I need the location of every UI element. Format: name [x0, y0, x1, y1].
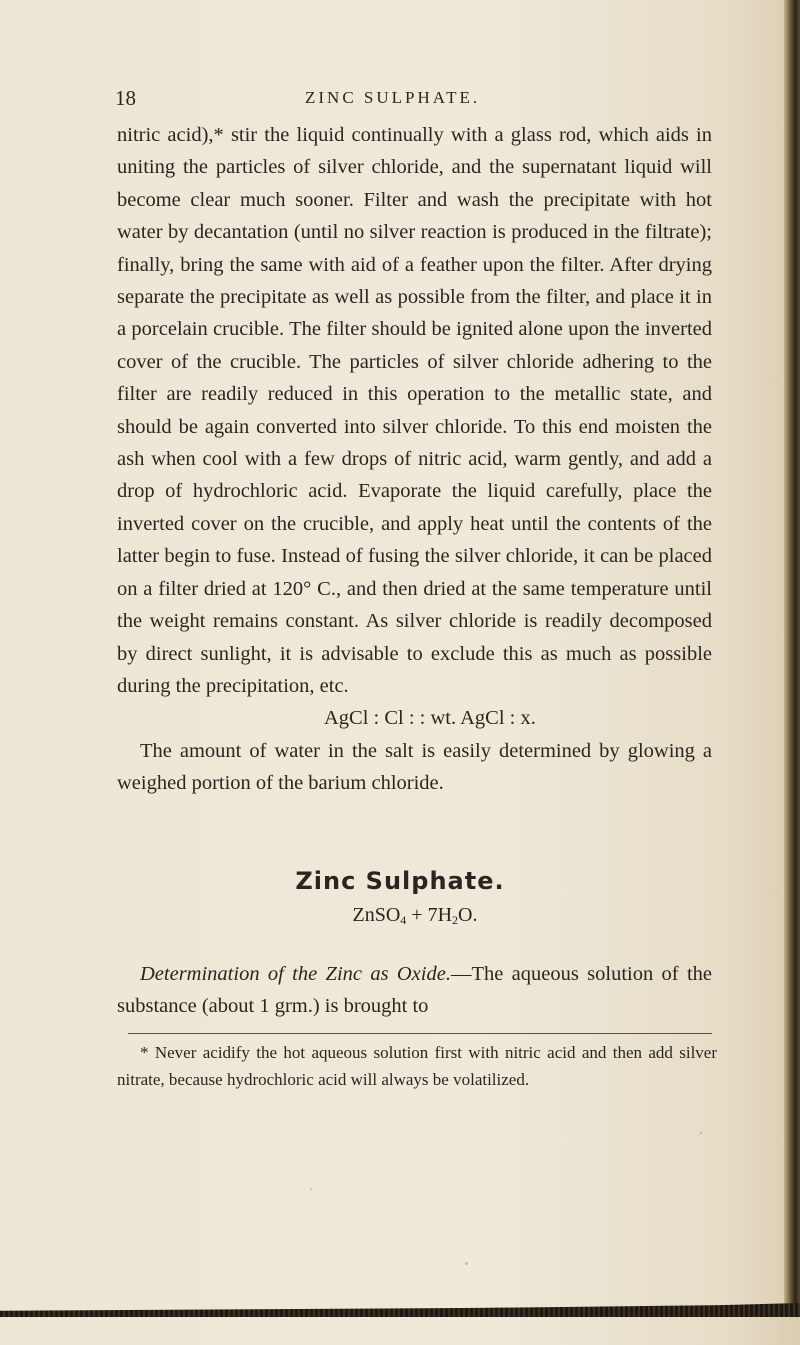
main-text	[117, 119, 712, 800]
running-head: ZINC SULPHATE.	[305, 88, 481, 107]
formula-part: ZnSO	[352, 904, 401, 926]
formula-subscript: 2	[452, 913, 459, 927]
em-dash: —	[450, 963, 472, 985]
formula-subscript: 4	[400, 913, 407, 927]
paragraph-continued: nitric acid),* stir the liquid continually with a glass rod, which aids in uniting the particles of silver chloride, and the supernatant liquid will become clear much sooner. Filter and wash the precipitate with hot water by decantation (until no silver reaction is produced in the filtrate); finally, bring the same with aid of a feather upon the filter. After drying separate the precipitate as well as possible from the filter, and place it in a porcelain crucible. The filter should be ignited alone upon the inverted cover of the crucible. The particles of silver chloride adhering to the filter are readily reduced in this operation to the metallic state, and should be again converted into silver chloride. To this end moisten the ash when cool with a few drops of nitric acid, warm gently, and add a drop of hydrochloric acid. Evaporate the liquid carefully, place the inverted cover on the crucible, and apply heat until the contents of the latter begin to fuse. Instead of fusing the silver chloride, it can be placed on a filter dried at 120° C., and then dried at the same temperature until the weight remains constant. As silver chloride is readily decomposed by direct sunlight, it is advisable to exclude this as much as possible during the precipitation, etc.	[117, 124, 712, 697]
chemical-formula	[0, 904, 800, 928]
footnote	[117, 1039, 717, 1093]
footnote-text: * Never acidify the hot aqueous solution first with nitric acid and then add silver nitrate, because hydrochloric acid will always be volatilized.	[117, 1043, 717, 1089]
section-title: Zinc Sulphate.	[295, 867, 505, 895]
determination-paragraph	[117, 958, 712, 1023]
page-number: 18	[115, 86, 136, 110]
determination-text: The aqueous solution of the substance (about 1 grm.) is brought to	[117, 963, 712, 1018]
page-edge-shadow	[784, 0, 800, 1310]
footnote-rule	[128, 1033, 712, 1034]
paragraph-water-determination: The amount of water in the salt is easily determined by glowing a weighed portion of the barium chloride.	[117, 739, 712, 795]
ratio-formula: AgCl : Cl : : wt. AgCl : x.	[324, 707, 536, 730]
determination-title: Determination of the Zinc as Oxide.	[140, 963, 451, 985]
formula-part: O.	[458, 904, 478, 926]
page-header	[115, 86, 715, 116]
formula-part: + 7H	[406, 904, 453, 926]
